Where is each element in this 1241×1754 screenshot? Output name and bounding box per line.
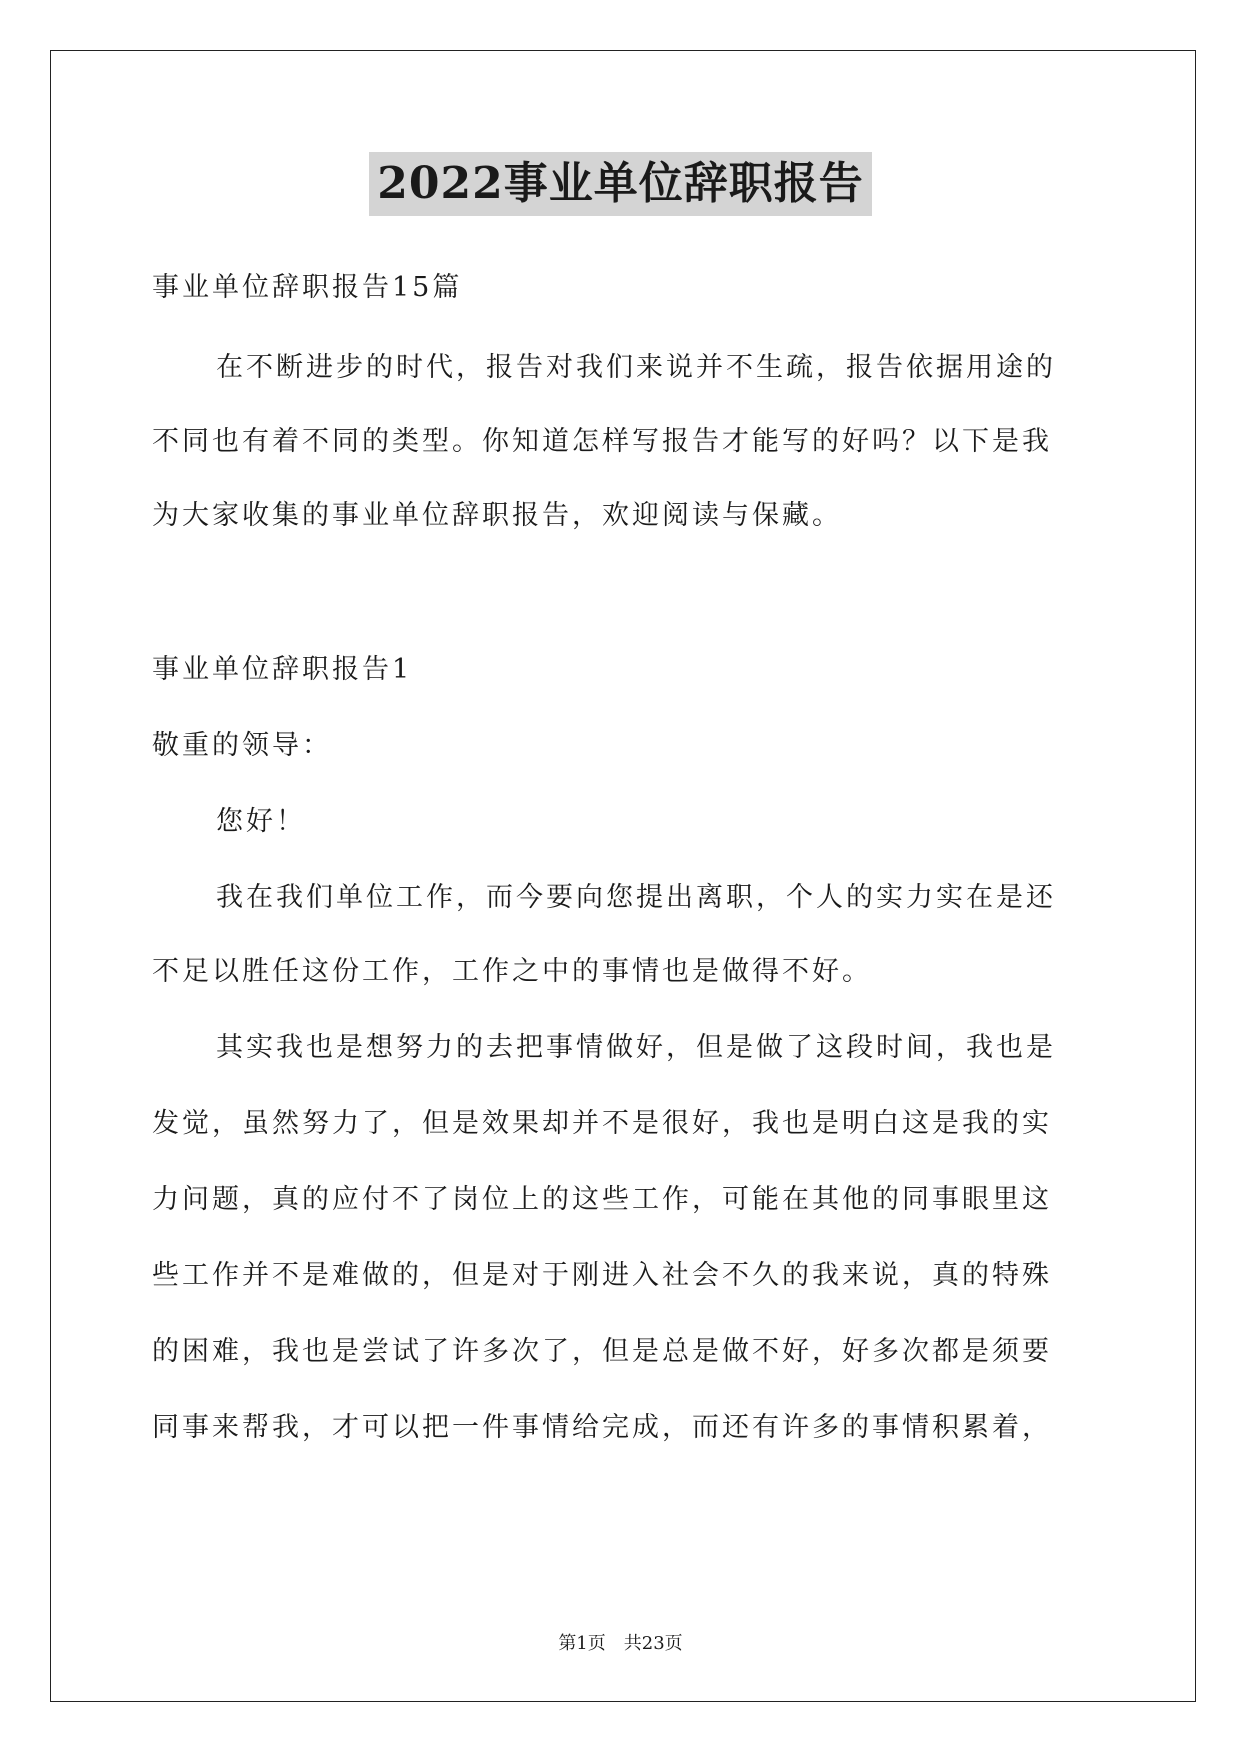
subtitle-line: 事业单位辞职报告15篇 [152, 272, 463, 303]
salutation: 敬重的领导： [152, 730, 332, 761]
greeting: 您好！ [216, 806, 306, 837]
paragraph-line: 些工作并不是难做的，但是对于刚进入社会不久的我来说，真的特殊 [152, 1260, 1052, 1291]
paragraph-line: 为大家收集的事业单位辞职报告，欢迎阅读与保藏。 [152, 500, 842, 531]
paragraph-line: 发觉，虽然努力了，但是效果却并不是很好，我也是明白这是我的实 [152, 1108, 1052, 1139]
paragraph-line: 的困难，我也是尝试了许多次了，但是总是做不好，好多次都是须要 [152, 1336, 1052, 1367]
paragraph-line: 在不断进步的时代，报告对我们来说并不生疏，报告依据用途的 [216, 352, 1056, 383]
paragraph-line: 不同也有着不同的类型。你知道怎样写报告才能写的好吗？以下是我 [152, 426, 1052, 457]
page-footer: 第1页 共23页 [558, 1633, 683, 1654]
paragraph-line: 我在我们单位工作，而今要向您提出离职，个人的实力实在是还 [216, 882, 1056, 913]
document-title: 2022事业单位辞职报告 [369, 152, 871, 216]
title-container [0, 152, 1241, 216]
paragraph-line: 其实我也是想努力的去把事情做好，但是做了这段时间，我也是 [216, 1032, 1056, 1063]
paragraph-line: 力问题，真的应付不了岗位上的这些工作，可能在其他的同事眼里这 [152, 1184, 1052, 1215]
paragraph-line: 不足以胜任这份工作，工作之中的事情也是做得不好。 [152, 956, 872, 987]
paragraph-line: 同事来帮我，才可以把一件事情给完成，而还有许多的事情积累着， [152, 1412, 1052, 1443]
section-heading: 事业单位辞职报告1 [152, 654, 413, 685]
